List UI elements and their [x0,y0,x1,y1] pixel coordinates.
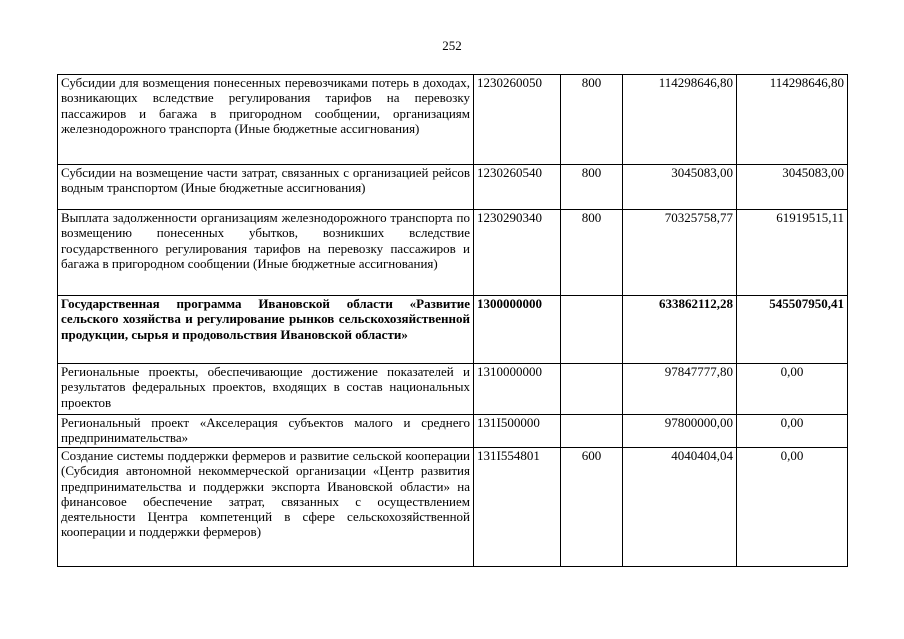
row-expense-type [561,415,623,448]
row-expense-type: 800 [561,210,623,296]
row-expense-type: 800 [561,75,623,165]
row-amount-second-year: 545507950,41 [737,296,848,364]
table-row [58,415,848,448]
row-target-code: 131I500000 [474,415,561,448]
row-amount-first-year: 114298646,80 [623,75,737,165]
row-amount-first-year: 97800000,00 [623,415,737,448]
row-description: Создание системы поддержки фермеров и развитие сельской кооперации (Субсидия автономной некоммерческой организации «Центр развития предпринимательства и поддержки экспорта Ивановской области» на финансовое обеспечение затрат, связанных с осуществлением деятельности Центра компетенций в сфере сельскохозяйственной кооперации и поддержки фермеров) [58,448,474,567]
page-number: 252 [442,38,462,53]
row-description: Субсидии для возмещения понесенных перевозчиками потерь в доходах, возникающих вследствие регулирования тарифов на перевозку пассажиров и багажа в пригородном сообщении, организациям железнодорожного транспорта (Иные бюджетные ассигнования) [58,75,474,165]
row-target-code: 131I554801 [474,448,561,567]
row-expense-type: 800 [561,165,623,210]
row-amount-second-year: 0,00 [737,364,848,415]
row-amount-second-year: 0,00 [737,415,848,448]
table-row [58,364,848,415]
table-row [58,75,848,165]
row-amount-second-year: 114298646,80 [737,75,848,165]
row-description: Субсидии на возмещение части затрат, связанных с организацией рейсов водным транспортом (Иные бюджетные ассигнования) [58,165,474,210]
row-amount-first-year: 4040404,04 [623,448,737,567]
table-row [58,210,848,296]
row-amount-first-year: 70325758,77 [623,210,737,296]
row-description: Выплата задолженности организациям железнодорожного транспорта по возмещению понесенных убытков, возникших вследствие государственного регулирования тарифов на перевозку пассажиров и багажа в пригородном сообщении (Иные бюджетные ассигнования) [58,210,474,296]
row-target-code: 1300000000 [474,296,561,364]
row-target-code: 1230260540 [474,165,561,210]
row-description: Региональные проекты, обеспечивающие достижение показателей и результатов федеральных проектов, входящих в состав национальных проектов [58,364,474,415]
row-expense-type [561,296,623,364]
row-expense-type: 600 [561,448,623,567]
row-description: Региональный проект «Акселерация субъектов малого и среднего предпринимательства» [58,415,474,448]
row-target-code: 1310000000 [474,364,561,415]
row-amount-second-year: 61919515,11 [737,210,848,296]
row-amount-second-year: 3045083,00 [737,165,848,210]
budget-table [57,74,848,567]
row-amount-second-year: 0,00 [737,448,848,567]
row-expense-type [561,364,623,415]
row-description: Государственная программа Ивановской области «Развитие сельского хозяйства и регулирование рынков сельскохозяйственной продукции, сырья и продовольствия Ивановской области» [58,296,474,364]
table-row-program [58,296,848,364]
row-amount-first-year: 97847777,80 [623,364,737,415]
row-amount-first-year: 3045083,00 [623,165,737,210]
row-amount-first-year: 633862112,28 [623,296,737,364]
row-target-code: 1230260050 [474,75,561,165]
row-target-code: 1230290340 [474,210,561,296]
table-row [58,448,848,567]
table-row [58,165,848,210]
